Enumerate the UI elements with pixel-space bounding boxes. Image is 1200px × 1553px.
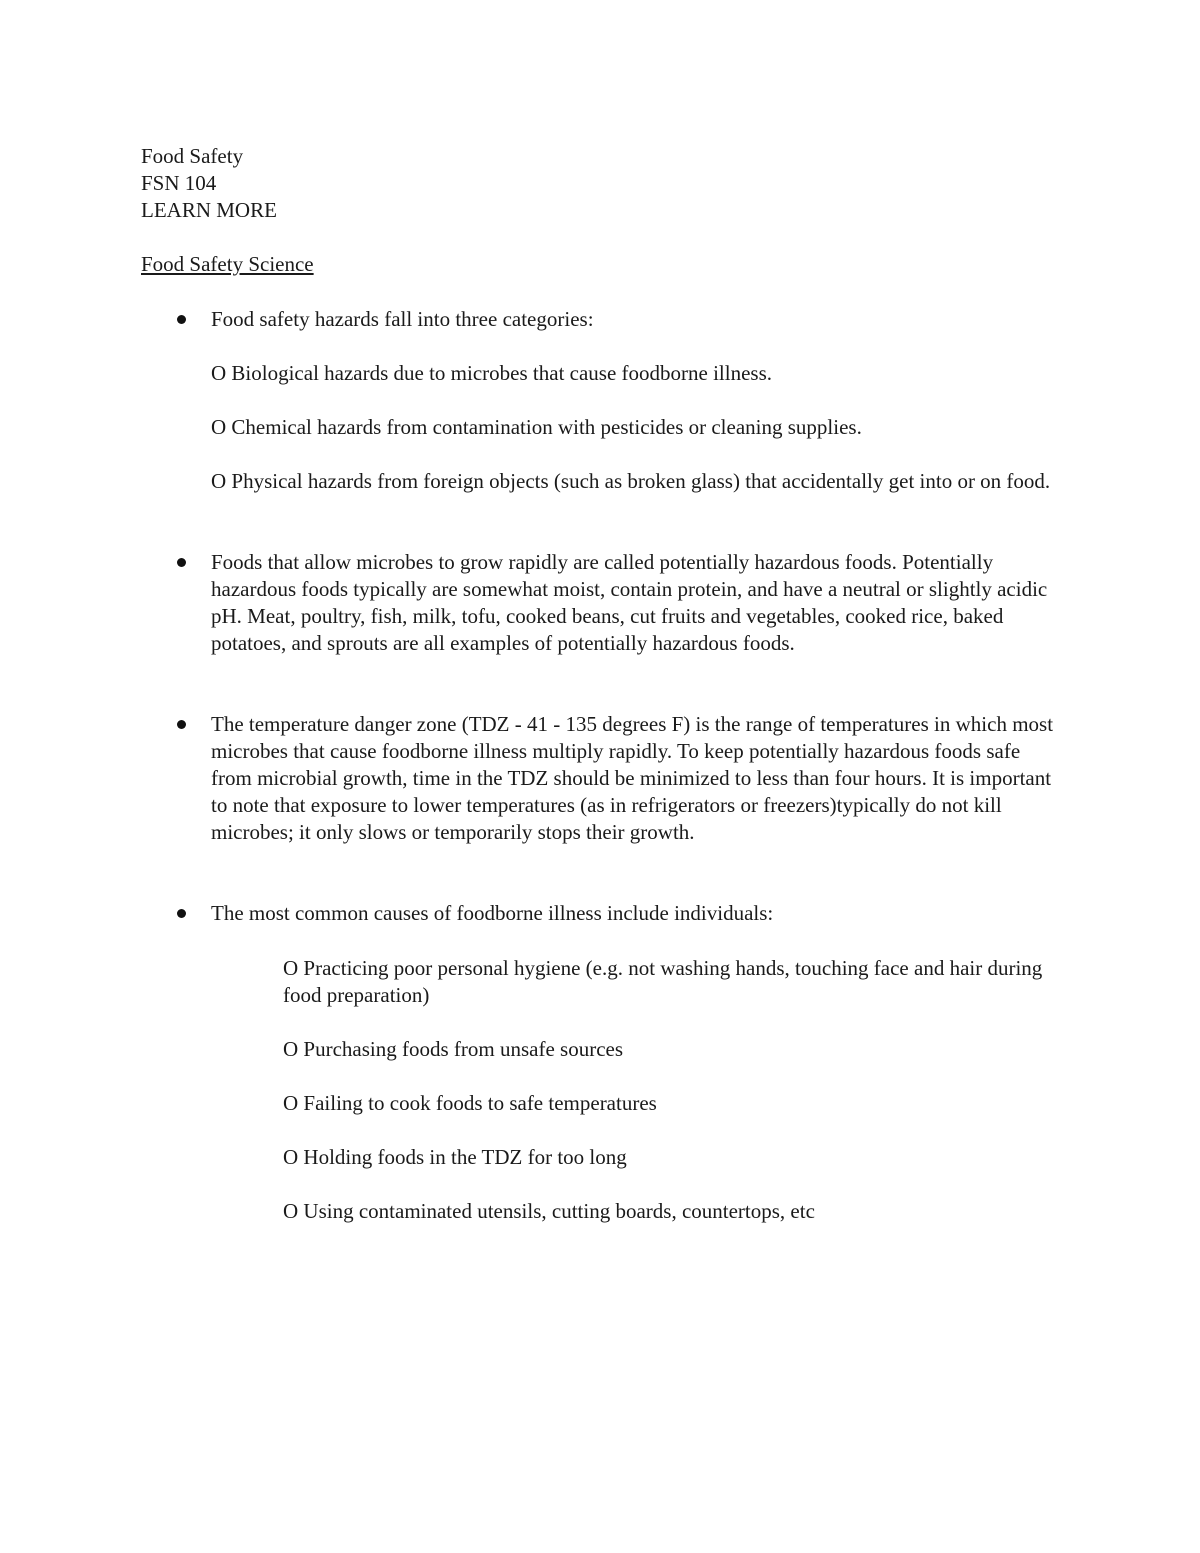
- sub-item: O Using contaminated utensils, cutting boards, countertops, etc: [283, 1199, 815, 1223]
- bullet-dot: [177, 720, 186, 729]
- bullet-text: Foods that allow microbes to grow rapidly are called potentially hazardous foods. Potentially hazardous foods typically are somewhat moist, contain protein, and have a neutral or slightly acidic pH. Meat, poultry, fish, milk, tofu, cooked beans, cut fruits and vegetables, cooked rice, baked potatoes, and sprouts are all examples of potentially hazardous foods.: [211, 550, 1048, 655]
- section-heading: Food Safety Science: [141, 252, 314, 276]
- bullet-dot: [177, 909, 186, 918]
- bullet-text: The most common causes of foodborne illness include individuals:: [211, 901, 774, 925]
- sub-item: O Failing to cook foods to safe temperatures: [283, 1091, 657, 1115]
- sub-item: O Physical hazards from foreign objects (such as broken glass) that accidentally get into or on food.: [211, 469, 1051, 493]
- course-code: FSN 104: [141, 171, 217, 195]
- learn-more-label: LEARN MORE: [141, 198, 277, 222]
- sub-item: O Biological hazards due to microbes that cause foodborne illness.: [211, 361, 773, 385]
- bullet-text: The temperature danger zone (TDZ - 41 - 135 degrees F) is the range of temperatures in which most microbes that cause foodborne illness multiply rapidly. To keep potentially hazardous foods safe from microbial growth, time in the TDZ should be minimized to less than four hours. It is important to note that exposure to lower temperatures (as in refrigerators or freezers)typically do not kill microbes; it only slows or temporarily stops their growth.: [211, 712, 1054, 844]
- sub-item: O Chemical hazards from contamination with pesticides or cleaning supplies.: [211, 415, 862, 439]
- sub-item: O Purchasing foods from unsafe sources: [283, 1037, 624, 1061]
- bullet-text: Food safety hazards fall into three categories:: [211, 307, 594, 331]
- doc-title: Food Safety: [141, 144, 244, 168]
- bullet-dot: [177, 315, 186, 324]
- bullet-dot: [177, 558, 186, 567]
- sub-item: O Holding foods in the TDZ for too long: [283, 1145, 627, 1169]
- sub-item: O Practicing poor personal hygiene (e.g. not washing hands, touching face and hair during food preparation): [283, 956, 1043, 1007]
